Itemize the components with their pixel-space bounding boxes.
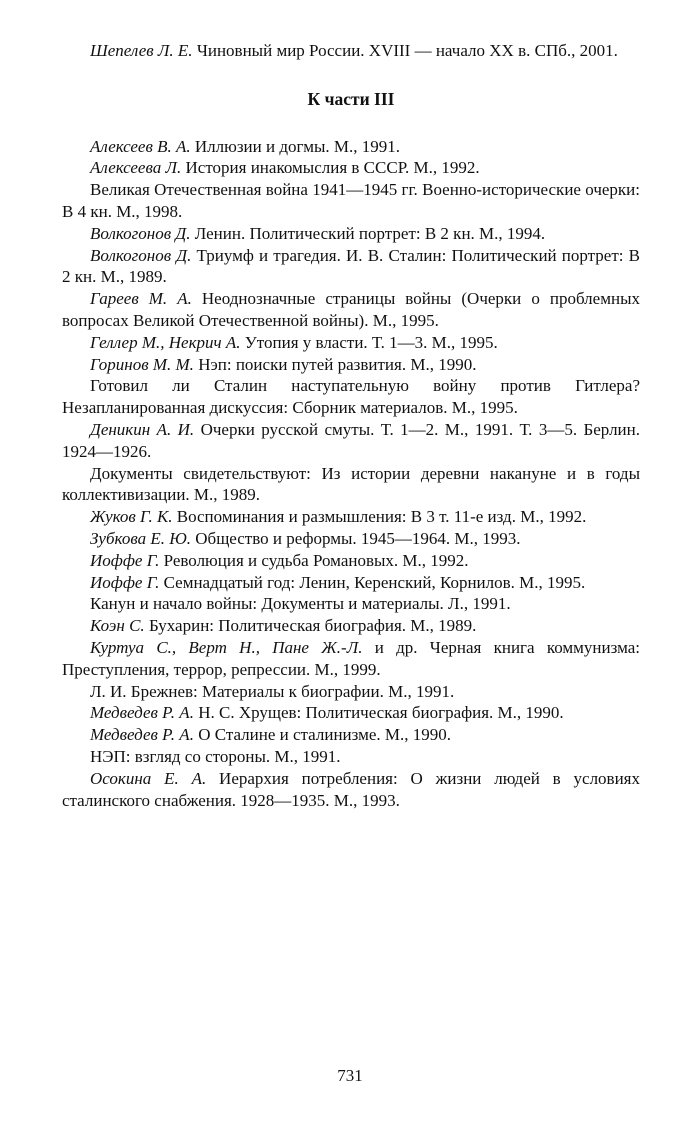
entry-author: Гареев М. А. (90, 289, 192, 309)
bibliography-entry (62, 768, 640, 812)
entry-text: Бухарин: Политическая биография. М., 1989. (144, 616, 477, 636)
bibliography-entry (62, 179, 640, 223)
entry-text: Воспоминания и размышления: В 3 т. 11-е изд. М., 1992. (172, 507, 587, 527)
entry-author: Коэн С. (90, 616, 145, 636)
entry-text: О Сталине и сталинизме. М., 1990. (193, 725, 452, 745)
entry-text: Утопия у власти. Т. 1—3. М., 1995. (240, 332, 498, 352)
entry-text: Очерки русской смуты. Т. 1—2. М., 1991. Т. 3—5. Берлин. 1924—1926. (62, 419, 640, 461)
bibliography-entry (62, 528, 640, 550)
entry-text: Готовил ли Сталин наступательную войну против Гитлера? Незапланированная дискуссия: Сборник материалов. М., 1995. (62, 376, 640, 418)
entry-text: Революция и судьба Романовых. М., 1992. (159, 550, 469, 570)
bibliography-entry (62, 136, 640, 158)
entry-author: Алексеев В. А. (90, 136, 191, 156)
entry-text: Иерархия потребления: О жизни людей в условиях сталинского снабжения. 1928—1935. М., 1993. (62, 768, 640, 810)
entry-text: Документы свидетельствуют: Из истории деревни накануне и в годы коллективизации. М., 1989. (62, 463, 640, 505)
bibliography-page (62, 40, 640, 811)
bibliography-entry (62, 288, 640, 332)
entry-text: Неоднозначные страницы войны (Очерки о проблемных вопросах Великой Отечественной войны). М., 1995. (62, 289, 640, 330)
bibliography-entry (62, 746, 640, 768)
entry-text: НЭП: взгляд со стороны. М., 1991. (90, 746, 341, 766)
entry-author: Медведев Р. А. (90, 725, 194, 745)
entry-text: Иллюзии и догмы. М., 1991. (190, 136, 401, 156)
entry-author: Иоффе Г. (90, 550, 160, 570)
entry-author: Шепелев Л. Е. (90, 41, 193, 60)
bibliography-entry (62, 463, 640, 507)
entry-text: Семнадцатый год: Ленин, Керенский, Корнилов. М., 1995. (159, 572, 586, 592)
entry-text: Великая Отечественная война 1941—1945 гг. Военно-исторические очерки: В 4 кн. М., 1998. (62, 180, 640, 221)
entry-author: Жуков Г. К. (90, 507, 173, 527)
page-number: 731 (337, 1066, 363, 1085)
entry-author: Горинов М. М. (90, 354, 194, 374)
entry-text: Канун и начало войны: Документы и материалы. Л., 1991. (90, 594, 511, 614)
entry-text: Чиновный мир России. XVIII — начало XX в. СПб., 2001. (192, 41, 618, 60)
bibliography-entry (62, 245, 640, 289)
entry-author: Медведев Р. А. (90, 703, 194, 723)
entry-author: Волкогонов Д. (90, 223, 191, 243)
bibliography-entry (62, 702, 640, 724)
bibliography-entry (62, 375, 640, 419)
entry-text: История инакомыслия в СССР. М., 1992. (181, 158, 480, 178)
entry-author: Зубкова Е. Ю. (90, 528, 192, 548)
entry-text: Общество и реформы. 1945—1964. М., 1993. (191, 528, 521, 548)
bibliography-entry (62, 332, 640, 354)
bibliography-entry (62, 550, 640, 572)
entry-author: Иоффе Г. (90, 572, 160, 592)
bibliography-list (62, 136, 640, 812)
bibliography-entry (62, 681, 640, 703)
bibliography-entry (62, 615, 640, 637)
bibliography-entry (62, 157, 640, 179)
entry-author: Деникин А. И. (90, 419, 195, 439)
bibliography-entry (62, 506, 640, 528)
entry-author: Осокина Е. А. (90, 768, 207, 788)
entry-text: Н. С. Хрущев: Политическая биография. М., 1990. (193, 703, 564, 723)
entry-text: Ленин. Политический портрет: В 2 кн. М., 1994. (190, 223, 546, 243)
bibliography-entry (62, 354, 640, 376)
bibliography-entry (62, 419, 640, 463)
bibliography-entry (62, 223, 640, 245)
bibliography-entry (62, 593, 640, 615)
entry-author: Волкогонов Д. (90, 245, 192, 265)
entry-author: Куртуа С., Верт Н., Пане Ж.-Л. (90, 637, 363, 657)
entry-author: Алексеева Л. (90, 158, 182, 178)
entry-text: Л. И. Брежнев: Материалы к биографии. М., 1991. (90, 681, 455, 701)
entry-text: Нэп: поиски путей развития. М., 1990. (193, 354, 477, 374)
entry-text: и др. Черная книга коммунизма: Преступления, террор, репрессии. М., 1999. (62, 637, 640, 679)
entry-text: Триумф и трагедия. И. В. Сталин: Политический портрет: В 2 кн. М., 1989. (62, 245, 640, 287)
bibliography-entry (62, 572, 640, 594)
bibliography-entry-intro (62, 40, 640, 62)
entry-author: Геллер М., Некрич А. (90, 332, 241, 352)
section-title: К части III (307, 88, 395, 109)
bibliography-entry (62, 724, 640, 746)
bibliography-entry (62, 637, 640, 681)
